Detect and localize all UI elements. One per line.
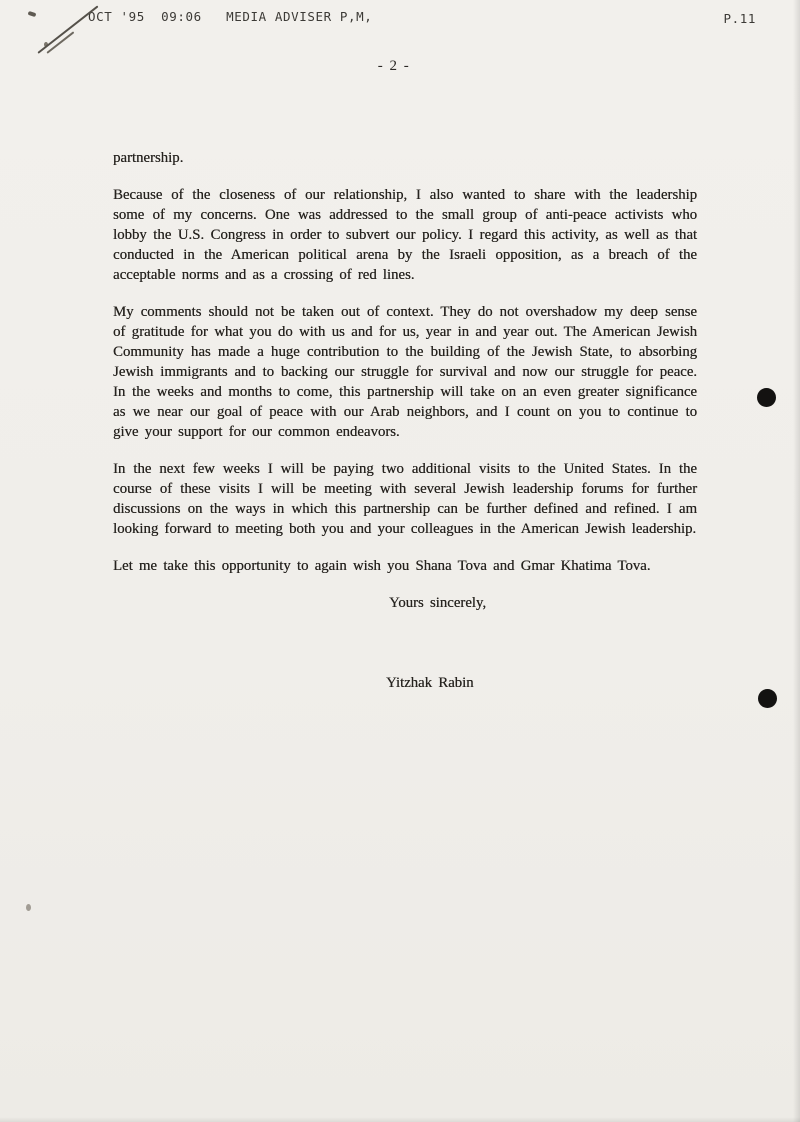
letter-paragraph: Let me take this opportunity to again wish you Shana Tova and Gmar Khatima Tova.	[113, 558, 651, 574]
fax-timestamp-sender: OCT '95 09:06 MEDIA ADVISER P,M,	[88, 9, 373, 24]
fax-page-indicator: P.11	[723, 11, 756, 26]
scan-dot-icon	[757, 388, 776, 407]
letter-paragraph: partnership.	[113, 150, 184, 166]
letter-body	[113, 148, 697, 693]
scan-speck-icon	[26, 904, 31, 911]
signature-name: Yitzhak Rabin	[386, 675, 474, 691]
letter-closing: Yours sincerely,	[389, 595, 487, 611]
letter-paragraph: In the next few weeks I will be paying two additional visits to the United States. In the course of these visits I will be meeting with several Jewish leadership forums for further discussions on the ways in which this partnership can be further defined and refined. I am looking forward to meeting both you and your colleagues in the American Jewish leadership.	[113, 461, 697, 537]
page-number: - 2 -	[377, 58, 411, 74]
scan-dot-icon	[758, 689, 777, 708]
letter-paragraph: Because of the closeness of our relationship, I also wanted to share with the leadership some of my concerns. One was addressed to the small group of anti-peace activists who lobby the U.S. Congress in order to subvert our policy. I regard this activity, as well as that conducted in the American political arena by the Israeli opposition, as a breach of the acceptable norms and as a crossing of red lines.	[113, 187, 697, 283]
letter-paragraph: My comments should not be taken out of context. They do not overshadow my deep sense of gratitude for what you do with us and for us, year in and year out. The American Jewish Community has made a huge contribution to the building of the Jewish State, to absorbing Jewish immigrants and to backing our struggle for survival and now our struggle for peace. In the weeks and months to come, this partnership will take on an even greater significance as we near our goal of peace with our Arab neighbors, and I count on you to continue to give your support for our common endeavors.	[113, 304, 697, 440]
fax-header	[0, 9, 800, 29]
